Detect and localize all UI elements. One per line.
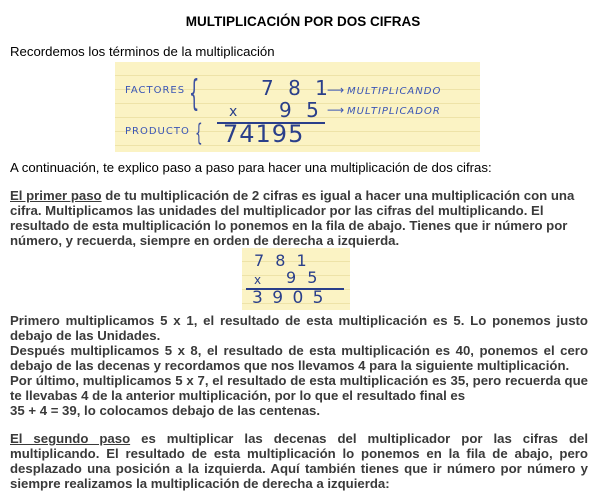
step1-multiplicand: 7 8 1 <box>254 251 310 270</box>
page-title: MULTIPLICACIÓN POR DOS CIFRAS <box>185 14 421 29</box>
step2-text: es multiplicar las decenas del multiplicador por las cifras del multiplicando. El resultado de esta multiplicación lo ponemos en la fila de abajo, pero desplazado una posición a la izquierda. Aquí también tienes que ir número por número y siempre realizamos la multiplicación de derecha a izquierda: <box>10 431 589 491</box>
explanation-paragraph <box>10 313 588 418</box>
factores-label: FACTORES <box>125 85 186 96</box>
explanation-line: Primero multiplicamos 5 x 1, el resultado de esta multiplicación es 5. Lo ponemos justo debajo de las Unidades. <box>10 313 588 343</box>
producto-brace: { <box>195 119 203 147</box>
product-number: 74195 <box>223 120 305 148</box>
producto-label: PRODUCTO <box>125 126 190 137</box>
explanation-line: 35 + 4 = 39, lo colocamos debajo de las centenas. <box>10 403 321 418</box>
step1-result: 3 9 0 5 <box>252 288 326 308</box>
step1-paragraph <box>10 188 588 248</box>
multiplicador-label: MULTIPLICADOR <box>347 106 441 117</box>
step2-paragraph <box>10 431 588 491</box>
step1-text: de tu multiplicación de 2 cifras es igual a hacer una multiplicación con una cifra. Multiplicamos las unidades del multiplicador por las cifras del multiplicando. El resultado de esta multiplicación lo ponemos en la fila de abajo. Tienes que ir número por número, y recuerda, siempre en orden de derecha a izquierda. <box>10 188 575 248</box>
first-step-image <box>242 248 350 310</box>
step1-label: El primer paso <box>10 188 102 203</box>
factores-brace: { <box>189 73 200 114</box>
multiplication-terms-image <box>115 62 480 152</box>
multiplicando-label: MULTIPLICANDO <box>347 86 442 97</box>
arrow-icon: ⟶ <box>327 83 345 97</box>
intro-text: Recordemos los términos de la multiplicación <box>10 44 275 59</box>
step1-times-sign: x <box>254 273 262 287</box>
step1-multiplier: 9 5 <box>286 268 321 287</box>
arrow-icon: ⟶ <box>327 103 345 117</box>
multiplicand-number: 7 8 1 <box>261 76 332 100</box>
explanation-line: Después multiplicamos 5 x 8, el resultado de esta multiplicación es 40, ponemos el cero debajo de las decenas y recordamos que nos llevamos 4 para la siguiente multiplicación. <box>10 343 588 373</box>
times-sign: x <box>229 104 238 120</box>
explanation-line: Por último, multiplicamos 5 x 7, el resultado de esta multiplicación es 35, pero recuerda que te llevabas 4 de la anterior multiplicación, por lo que el resultado final es <box>10 373 588 403</box>
multiplier-number: 9 5 <box>279 98 323 122</box>
lead-text: A continuación, te explico paso a paso para hacer una multiplicación de dos cifras: <box>10 160 492 175</box>
step2-label: El segundo paso <box>10 431 131 446</box>
